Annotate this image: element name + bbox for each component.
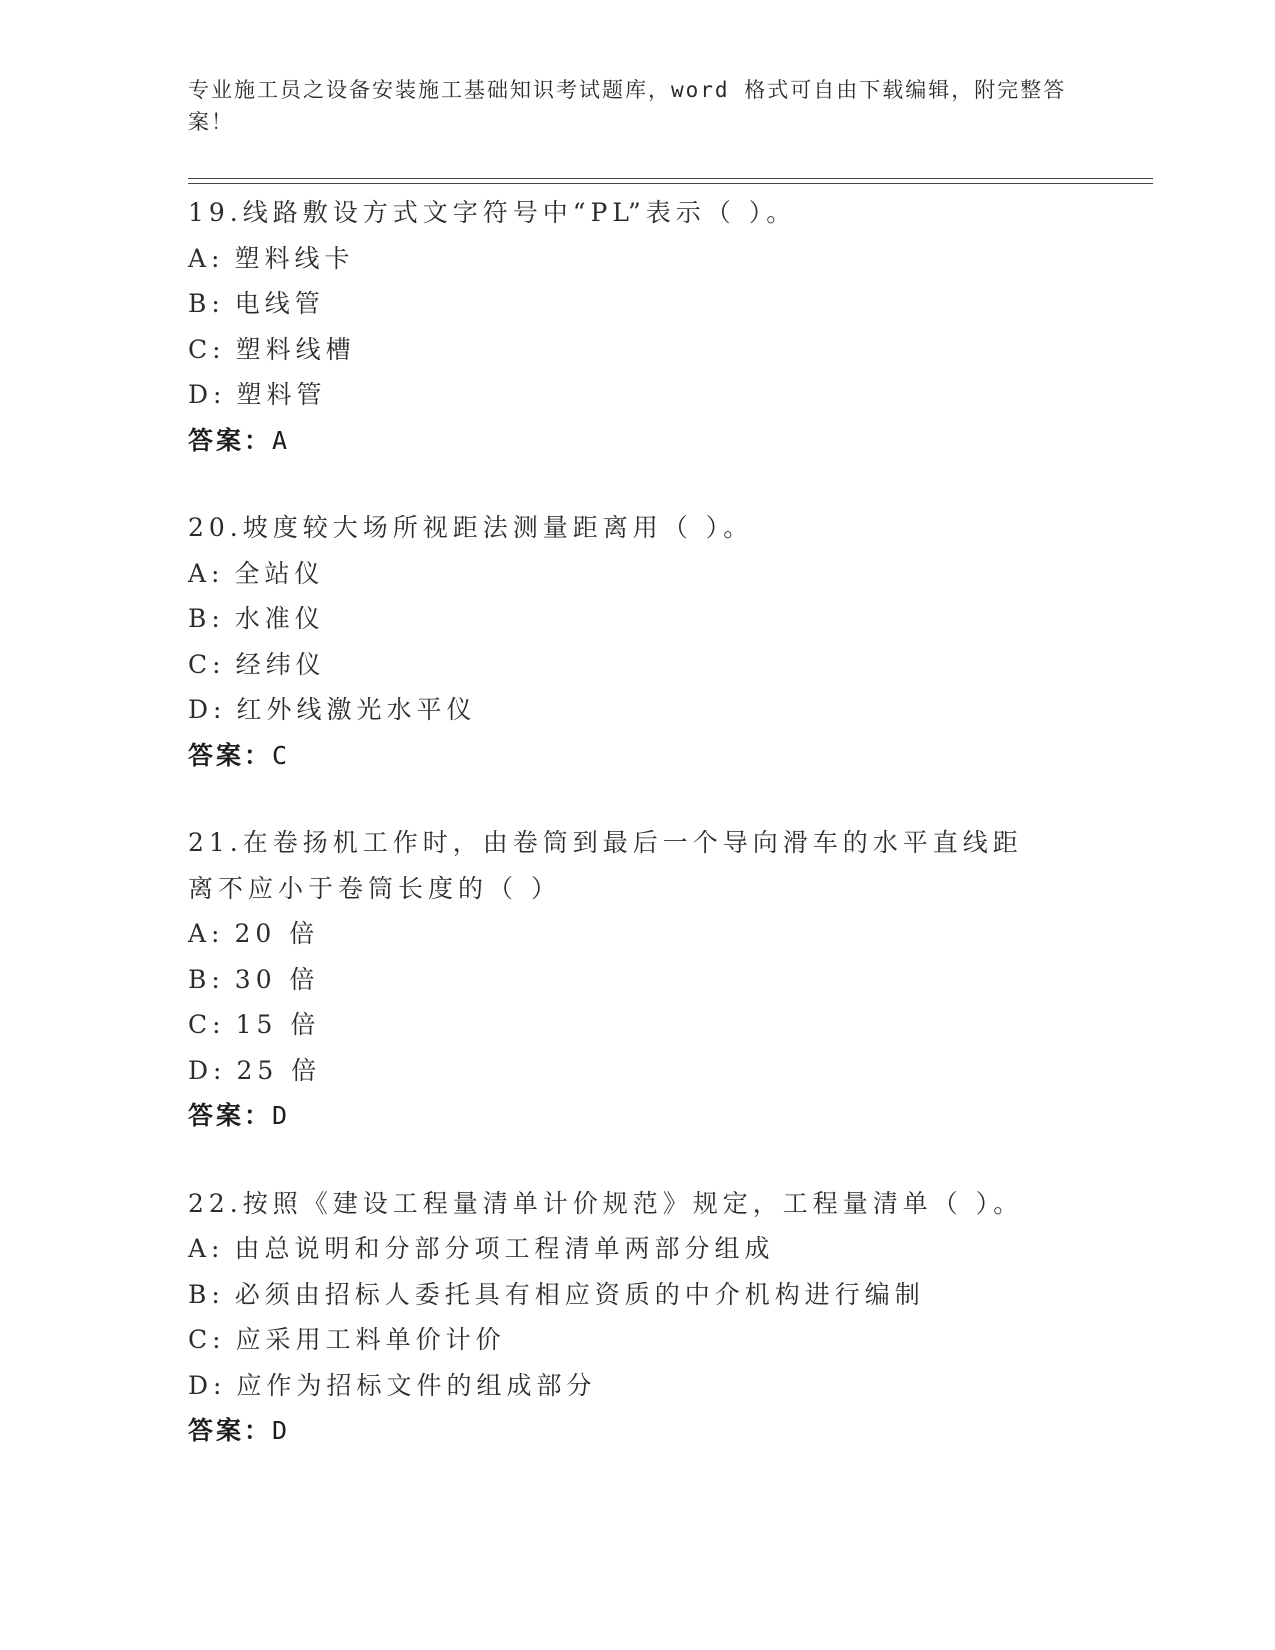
option-text: 水准仪: [234, 604, 325, 633]
option-label: D:: [188, 1370, 227, 1400]
option-label: C:: [188, 334, 226, 364]
header-divider-bottom: [188, 183, 1153, 184]
option-b: [188, 957, 1088, 1003]
answer-value: A: [272, 425, 291, 455]
question-stem: 22.按照《建设工程量清单计价规范》规定，工程量清单（ ）。: [188, 1188, 1024, 1218]
question-22: [188, 1181, 1088, 1454]
option-text: 全站仪: [234, 558, 325, 588]
document-header: 专业施工员之设备安装施工基础知识考试题库，word 格式可自由下载编辑，附完整答案！: [188, 78, 1067, 134]
answer-value: D: [272, 1416, 291, 1445]
answer-label: 答案：: [188, 1101, 273, 1130]
option-label: B:: [188, 1279, 225, 1309]
option-c: [188, 642, 1088, 688]
option-a: [188, 1226, 1088, 1272]
option-text: 塑料管: [236, 380, 327, 409]
answer-line: [188, 733, 1088, 779]
answer-value: D: [272, 1101, 291, 1130]
option-c: [188, 327, 1088, 373]
answer-label: 答案：: [188, 1416, 273, 1445]
answer-label: 答案：: [188, 740, 273, 770]
option-d: [188, 372, 1088, 418]
option-text: 15 倍: [235, 1010, 321, 1039]
question-stem: 19.线路敷设方式文字符号中“PL”表示（ ）。: [188, 198, 797, 227]
question-stem: 21.在卷扬机工作时，由卷筒到最后一个导向滑车的水平直线距离不应小于卷筒长度的（ ）: [188, 828, 1023, 903]
answer-line: [188, 1093, 1088, 1139]
answer-label: 答案：: [188, 425, 273, 455]
option-label: A:: [188, 1234, 225, 1263]
option-c: [188, 1317, 1088, 1363]
option-label: B:: [188, 964, 225, 994]
option-text: 必须由招标人委托具有相应资质的中介机构进行编制: [234, 1279, 925, 1309]
option-b: [188, 1272, 1088, 1318]
option-b: [188, 281, 1088, 327]
option-text: 经纬仪: [235, 649, 326, 679]
question-list: [188, 190, 1088, 1496]
option-text: 电线管: [234, 289, 325, 318]
option-text: 20 倍: [234, 919, 320, 948]
option-label: A:: [188, 919, 225, 948]
option-label: A:: [188, 243, 225, 273]
option-d: [188, 1363, 1088, 1409]
option-text: 塑料线卡: [234, 243, 355, 273]
option-text: 由总说明和分部分项工程清单两部分组成: [234, 1234, 775, 1263]
question-21: [188, 820, 1088, 1139]
option-d: [188, 1048, 1088, 1094]
option-label: D:: [188, 1055, 227, 1085]
option-d: [188, 687, 1088, 733]
question-19: [188, 190, 1088, 463]
question-stem: 20.坡度较大场所视距法测量距离用（ ）。: [188, 513, 754, 542]
option-a: [188, 551, 1088, 597]
option-text: 30 倍: [234, 964, 320, 994]
option-text: 25 倍: [236, 1055, 322, 1085]
option-label: C:: [188, 1010, 226, 1039]
option-c: [188, 1002, 1088, 1048]
option-text: 塑料线槽: [235, 334, 356, 364]
answer-line: [188, 418, 1088, 464]
question-20: [188, 505, 1088, 778]
option-label: C:: [188, 649, 226, 679]
option-text: 红外线激光水平仪: [236, 695, 477, 724]
option-a: [188, 236, 1088, 282]
option-label: B:: [188, 289, 225, 318]
option-text: 应作为招标文件的组成部分: [236, 1370, 597, 1400]
answer-line: [188, 1408, 1088, 1454]
option-label: D:: [188, 695, 227, 724]
option-label: C:: [188, 1325, 226, 1354]
option-a: [188, 911, 1088, 957]
option-label: A:: [188, 558, 225, 588]
option-label: D:: [188, 380, 227, 409]
option-b: [188, 596, 1088, 642]
answer-value: C: [272, 740, 291, 770]
header-divider-top: [188, 178, 1153, 179]
option-label: B:: [188, 604, 225, 633]
option-text: 应采用工料单价计价: [235, 1325, 506, 1354]
